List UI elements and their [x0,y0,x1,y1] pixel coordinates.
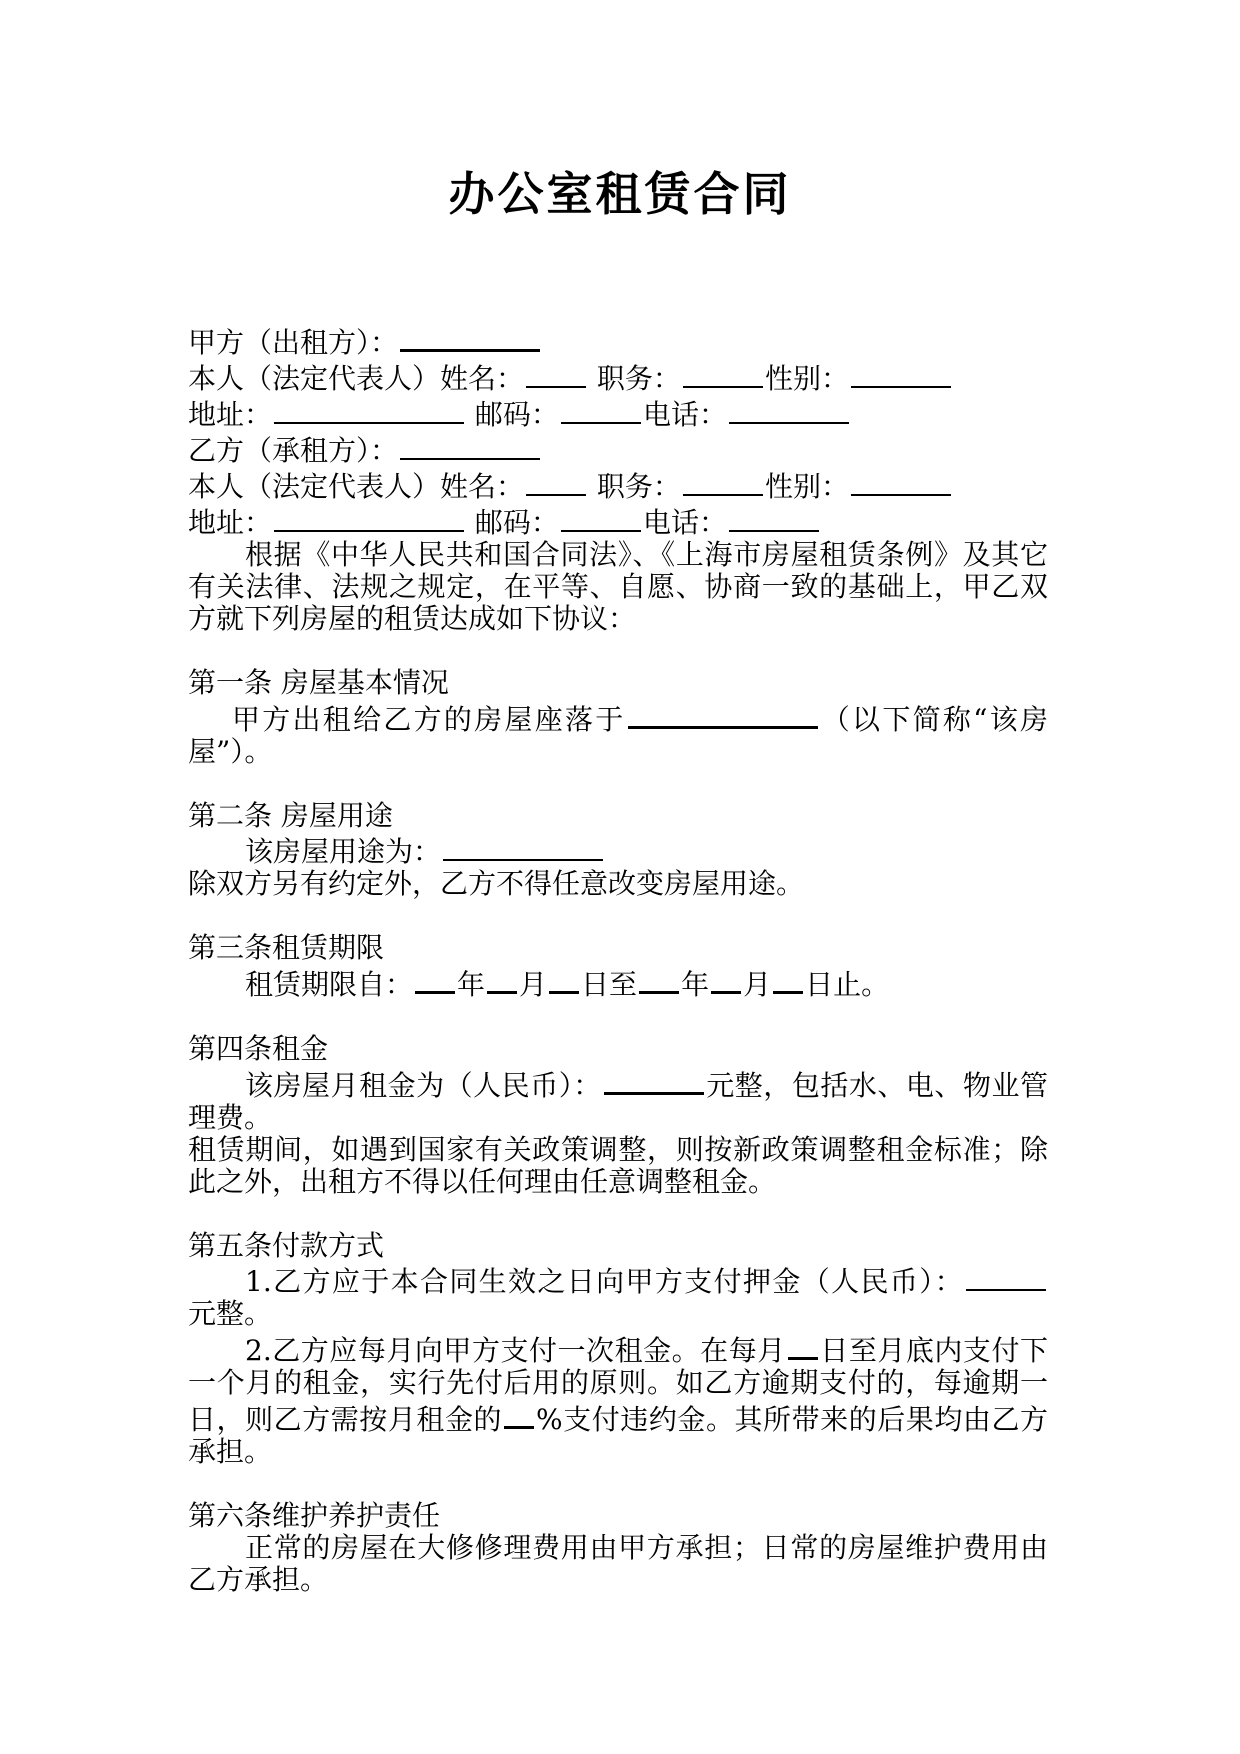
article2-heading: 第二条 房屋用途 [188,799,393,832]
article1-text-before: 甲方出租给乙方的房屋座落于 [232,703,626,736]
party-b-postcode-blank[interactable] [561,503,641,532]
document-title: 办公室租赁合同 [448,167,792,221]
party-a-address-label: 地址： [188,398,273,431]
monthly-rent-blank[interactable] [604,1065,704,1095]
article1-heading: 第一条 房屋基本情况 [188,666,449,699]
article5-item2-a: 2.乙方应每月向甲方支付一次租金。在每月 [245,1334,786,1367]
party-b-phone-blank[interactable] [729,503,819,532]
start-day-blank[interactable] [549,964,579,994]
deposit-blank[interactable] [966,1262,1046,1291]
party-b-phone-label: 电话： [642,506,727,539]
article5-item2 [188,1330,1048,1468]
article2-use-blank[interactable] [443,832,603,861]
article3-month-2: 月 [743,968,772,1001]
article1-text-after: （以下简称“该房屋”）。 [188,703,1048,768]
party-b-name-blank[interactable] [400,431,540,460]
party-a-label: 甲方（出租方）： [188,326,399,359]
party-b-position-blank[interactable] [683,467,763,496]
article5-heading: 第五条付款方式 [188,1229,385,1262]
start-year-blank[interactable] [415,964,455,994]
party-a-postcode-label: 邮码： [474,398,559,431]
article3-day-end: 日止。 [805,968,890,1001]
party-a-rep-label: 本人（法定代表人）姓名： [188,362,525,395]
party-b-postcode-label: 邮码： [474,506,559,539]
party-a-line [188,322,1048,359]
article6-heading: 第六条维护养护责任 [188,1499,441,1532]
article5-item1-before: 1.乙方应于本合同生效之日向甲方支付押金（人民币）： [245,1265,964,1298]
article3-year-2: 年 [681,968,710,1001]
contract-body [188,322,1048,1596]
party-b-address-label: 地址： [188,506,273,539]
party-b-rep-line [188,467,1048,503]
party-a-address-line [188,395,1048,431]
article4-rent-label: 该房屋月租金为（人民币）： [245,1069,602,1102]
start-month-blank[interactable] [487,964,517,994]
end-year-blank[interactable] [639,964,679,994]
article3-month-1: 月 [519,968,548,1001]
article5-item1 [188,1262,1048,1330]
party-b-gender-blank[interactable] [851,467,951,496]
article1-location-blank[interactable] [628,699,818,729]
end-day-blank[interactable] [773,964,803,994]
preamble: 根据《中华人民共和国合同法》、《上海市房屋租赁条例》及其它有关法律、法规之规定，在平等、自愿、协商一致的基础上，甲乙双方就下列房屋的租赁达成如下协议： [188,538,1048,635]
article2-line2: 除双方另有约定外，乙方不得任意改变房屋用途。 [188,867,805,900]
penalty-rate-blank[interactable] [504,1399,534,1429]
article3-heading: 第三条租赁期限 [188,931,385,964]
payment-day-blank[interactable] [788,1330,818,1360]
party-a-gender-label: 性别： [764,362,849,395]
party-a-address-blank[interactable] [274,395,464,424]
party-b-label: 乙方（承租方）： [188,434,399,467]
article3-year-1: 年 [457,968,486,1001]
party-b-address-blank[interactable] [274,503,464,532]
article3-term [188,964,1048,1001]
article4-rent-after: 元整，包括水、电、物业管理费。 [188,1069,1048,1134]
party-a-gender-blank[interactable] [851,359,951,388]
article4-line1 [188,1065,1048,1134]
article2-use-label: 该房屋用途为： [245,835,442,868]
end-month-blank[interactable] [711,964,741,994]
party-a-position-blank[interactable] [683,359,763,388]
article3-prefix: 租赁期限自： [245,968,414,1001]
article6-text: 正常的房屋在大修修理费用由甲方承担；日常的房屋维护费用由乙方承担。 [188,1531,1048,1596]
party-b-rep-name-blank[interactable] [526,467,586,496]
article5-item1-after: 元整。 [188,1297,273,1330]
party-a-name-blank[interactable] [400,322,540,352]
party-b-gender-label: 性别： [764,470,849,503]
article4-heading: 第四条租金 [188,1032,329,1065]
party-b-rep-label: 本人（法定代表人）姓名： [188,470,525,503]
article5-item2-c: %支付违约金。其所带来的后果均由乙方承担。 [188,1403,1048,1468]
article4-line2: 租赁期间，如遇到国家有关政策调整，则按新政策调整租金标准；除此之外，出租方不得以任何理由任意调整租金。 [188,1133,1048,1198]
article3-day-to: 日至 [581,968,638,1001]
party-a-position-label: 职务： [596,362,681,395]
party-b-address-line [188,503,1048,539]
party-a-phone-blank[interactable] [729,395,849,424]
article5-item2-b: 日至月底内支付下一个月的租金，实行先付后用的原则。如乙方逾期支付的，每逾期一日，则乙方需按月租金的 [188,1334,1048,1436]
article2-line1 [188,832,1048,868]
article1-text [188,699,1048,768]
party-b-position-label: 职务： [596,470,681,503]
party-a-rep-line [188,359,1048,395]
party-b-line [188,431,1048,467]
party-a-phone-label: 电话： [642,398,727,431]
party-a-postcode-blank[interactable] [561,395,641,424]
party-a-rep-name-blank[interactable] [526,359,586,388]
